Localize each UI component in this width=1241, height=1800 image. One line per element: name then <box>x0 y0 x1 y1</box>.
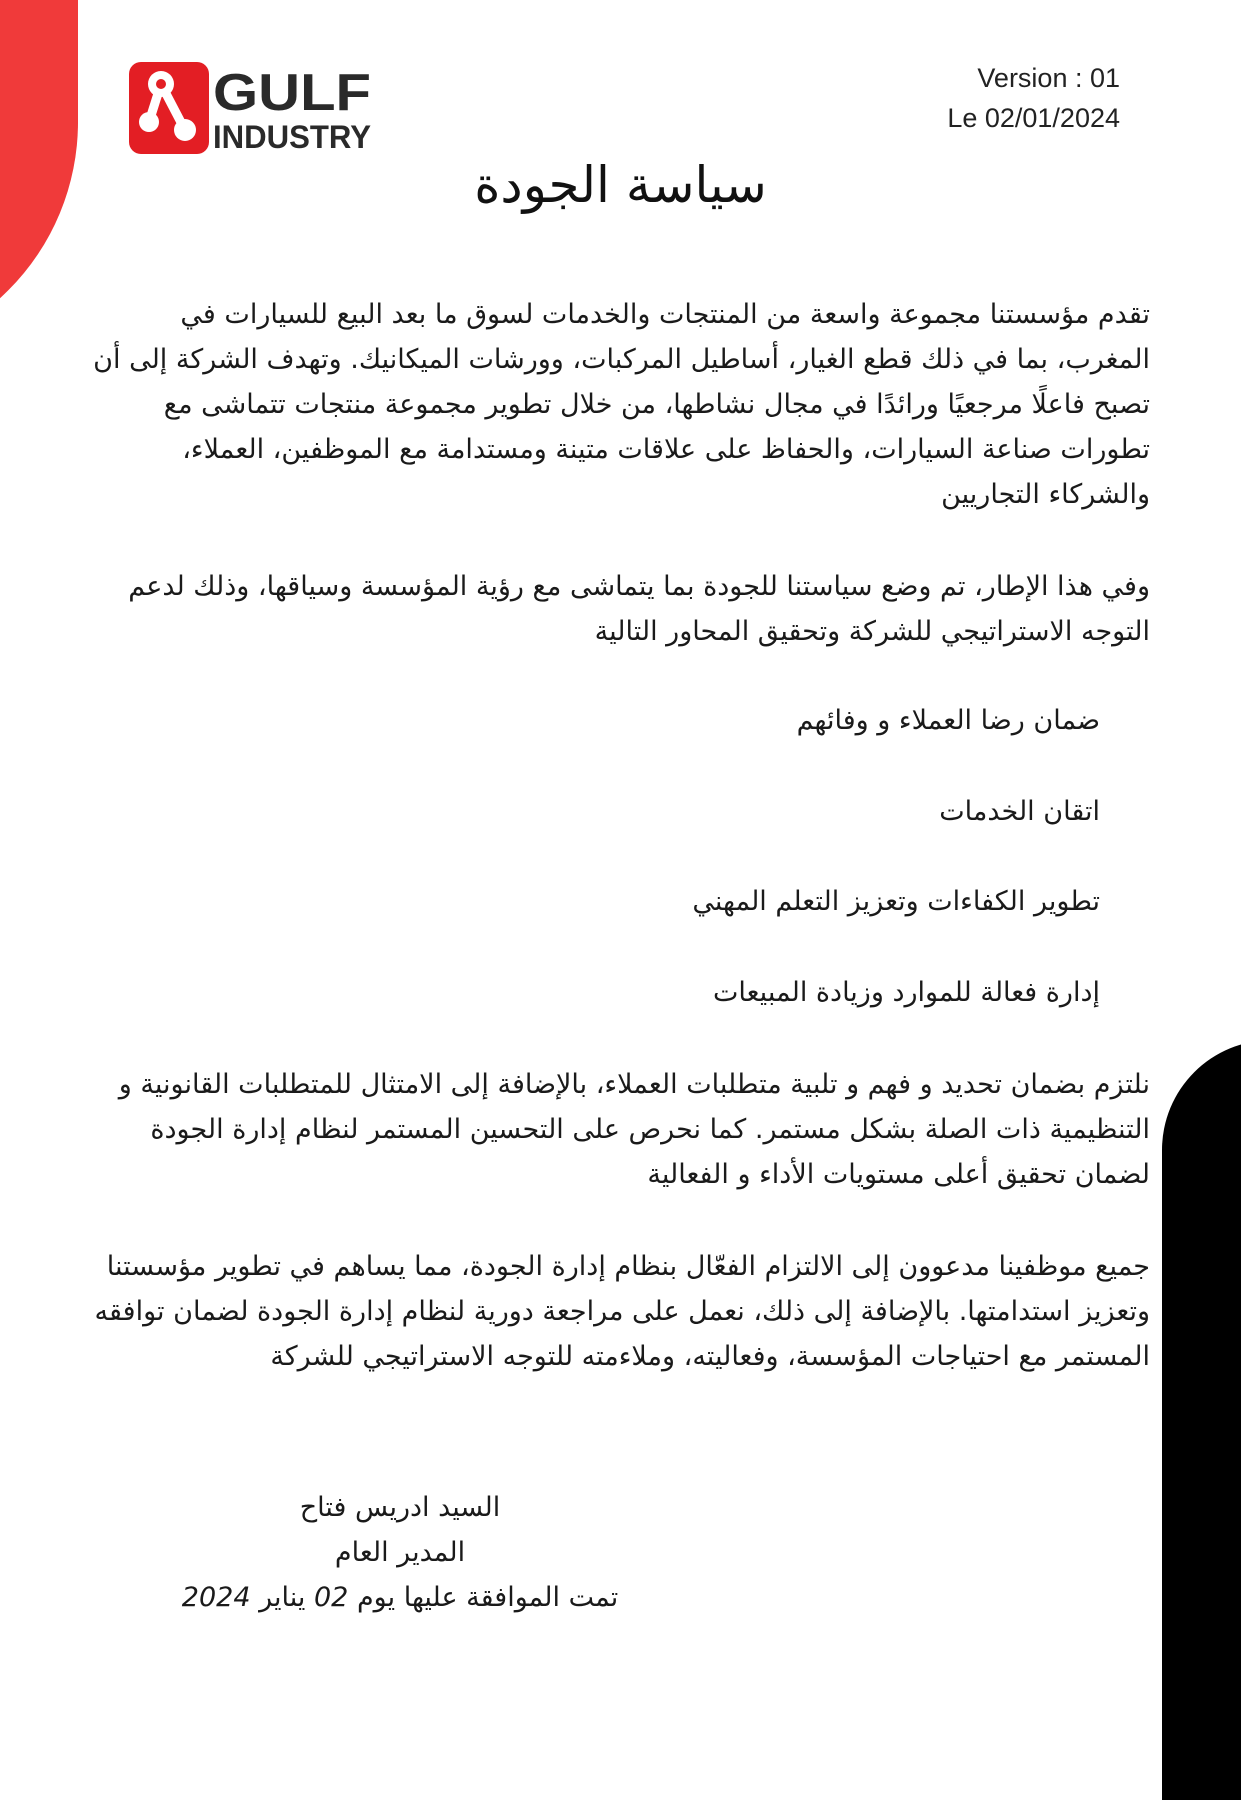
intro-paragraph: تقدم مؤسستنا مجموعة واسعة من المنتجات والخدمات لسوق ما بعد البيع للسيارات في المغرب، بما في ذلك قطع الغيار، أساطيل المركبات، وورشات الميكانيك. وتهدف الشركة إلى أن تصبح فاعلًا مرجعيًا ورائدًا في مجال نشاطها، من خلال تطوير مجموعة منتجات تتماشى مع تطورات صناعة السيارات، والحفاظ على علاقات متينة ومستدامة مع الموظفين، العملاء، والشركاء التجاريين <box>93 299 1150 510</box>
framework-paragraph: وفي هذا الإطار، تم وضع سياستنا للجودة بما يتماشى مع رؤية المؤسسة وسياقها، وذلك لدعم التوجه الاستراتيجي للشركة وتحقيق المحاور التالية <box>128 571 1150 647</box>
staff-paragraph: جميع موظفينا مدعوون إلى الالتزام الفعّال بنظام إدارة الجودة، مما يساهم في تطوير مؤسستنا وتعزيز استدامتها. بالإضافة إلى ذلك، نعمل على مراجعة دورية لنظام إدارة الجودة لضمان توافقه المستمر مع احتياجات المؤسسة، وفعاليته، وملاءمته للتوجه الاستراتيجي للشركة <box>94 1251 1150 1372</box>
approval-year: 2024 <box>181 1582 251 1613</box>
document-version-block <box>947 58 1120 138</box>
signatory-name: السيد ادريس فتاح <box>299 1492 501 1523</box>
axis-item-service-mastery: اتقان الخدمات <box>939 796 1100 827</box>
signatory-role: المدير العام <box>334 1537 466 1568</box>
approval-month: يناير <box>259 1582 306 1613</box>
decorative-black-shape <box>1162 1040 1241 1800</box>
approval-date-line <box>150 1575 650 1620</box>
axis-item-skills-development: تطوير الكفاءات وتعزيز التعلم المهني <box>692 886 1100 917</box>
approval-prefix: تمت الموافقة عليها يوم <box>356 1582 619 1613</box>
approval-day: 02 <box>314 1582 349 1613</box>
logo-text-industry: INDUSTRY <box>213 119 371 155</box>
gulf-industry-logo <box>129 60 374 156</box>
version-date: Le 02/01/2024 <box>947 103 1120 133</box>
company-logo <box>129 60 374 156</box>
logo-inner-dot <box>156 79 166 89</box>
commitment-paragraph: نلتزم بضمان تحديد و فهم و تلبية متطلبات العملاء، بالإضافة إلى الامتثال للمتطلبات القانونية و التنظيمية ذات الصلة بشكل مستمر. كما نحرص على التحسين المستمر لنظام إدارة الجودة لضمان تحقيق أعلى مستويات الأداء و الفعالية <box>118 1069 1150 1190</box>
logo-text-gulf: GULF <box>213 64 371 122</box>
page-title: سياسة الجودة <box>474 156 767 214</box>
version-label: Version : 01 <box>977 63 1120 93</box>
axis-item-customer-satisfaction: ضمان رضا العملاء و وفائهم <box>796 705 1100 736</box>
axis-item-resource-management: إدارة فعالة للموارد وزيادة المبيعات <box>713 977 1100 1008</box>
signature-block <box>150 1485 650 1620</box>
